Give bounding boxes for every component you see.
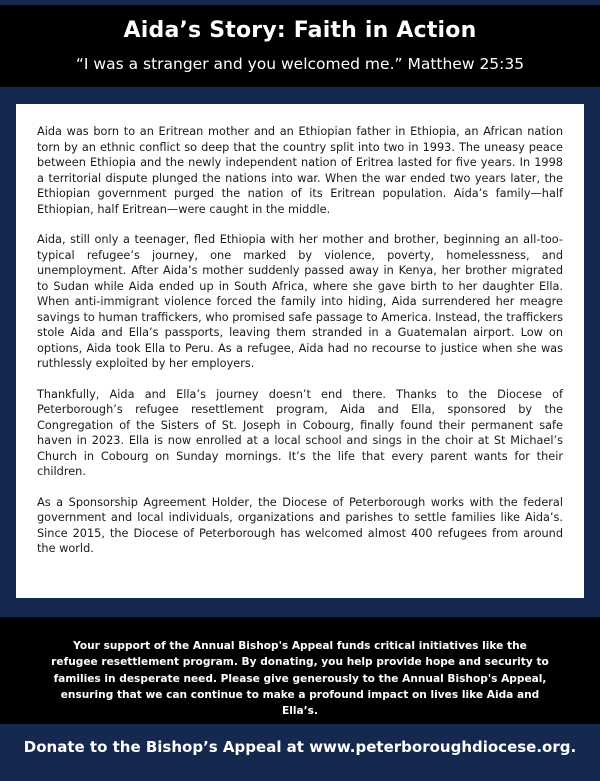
story-paragraph-1: Aida was born to an Eritrean mother and an Ethiopian father in Ethiopia, an African nation torn by an ethnic conflict so deep that the country split into two in 1993. The uneasy peace between Ethiopia and the newly independent nation of Eritrea lasted for five years. In 1998 a territorial dispute plunged the nations into war. When the war ended two years later, the Ethiopian government purged the nation of its Eritrean population. Aida’s family—half Ethiopian, half Eritrean—were caught in the middle. bbox=[37, 125, 563, 216]
scripture-quote: “I was a stranger and you welcomed me.” Matthew 25:35 bbox=[75, 55, 525, 73]
donate-footer bbox=[0, 724, 600, 781]
story-paragraph-3: Thankfully, Aida and Ella’s journey doesn’t end there. Thanks to the Diocese of Peterborough’s refugee resettlement program, Aida and Ella, sponsored by the Congregation of the Sisters of St. Joseph in Cobourg, finally found their permanent safe haven in 2023. Ella is now enrolled at a local school and sings in the choir at St Michael’s Church in Cobourg on Sunday mornings. It’s the life that every parent wants for their children. bbox=[37, 387, 563, 478]
page-title: Aida’s Story: Faith in Action bbox=[123, 18, 477, 43]
story-paragraph-4: As a Sponsorship Agreement Holder, the Diocese of Peterborough works with the federal government and local individuals, organizations and parishes to settle families like Aida’s. Since 2015, the Diocese of Peterborough has welcomed almost 400 refugees from around the world. bbox=[37, 495, 563, 555]
appeal-text: Your support of the Annual Bishop's Appeal funds critical initiatives like the refugee resettlement program. By donating, you help provide hope and security to families in desperate need. Please give generously to the Annual Bishop's Appeal, ensuring that we can continue to make a profound impact on lives like Aida and Ella’s. bbox=[51, 640, 549, 718]
donate-link-text[interactable]: Donate to the Bishop’s Appeal at www.peterboroughdiocese.org. bbox=[23, 738, 577, 756]
page-header bbox=[0, 5, 600, 87]
appeal-banner bbox=[0, 617, 600, 724]
story-card bbox=[16, 104, 584, 598]
story-paragraph-2: Aida, still only a teenager, fled Ethiopia with her mother and brother, beginning an all-too-typical refugee’s journey, one marked by violence, poverty, homelessness, and unemployment. After Aida’s mother suddenly passed away in Kenya, her brother migrated to Sudan while Aida ended up in South Africa, where she gave birth to her daughter Ella. When anti-immigrant violence forced the family into hiding, Aida surrendered her meagre savings to human traffickers, who promised safe passage to America. Instead, the traffickers stole Aida and Ella’s passports, leaving them stranded in a Guatemalan airport. Low on options, Aida took Ella to Peru. As a refugee, Aida had no recourse to justice when she was ruthlessly exploited by her employers. bbox=[37, 233, 563, 370]
